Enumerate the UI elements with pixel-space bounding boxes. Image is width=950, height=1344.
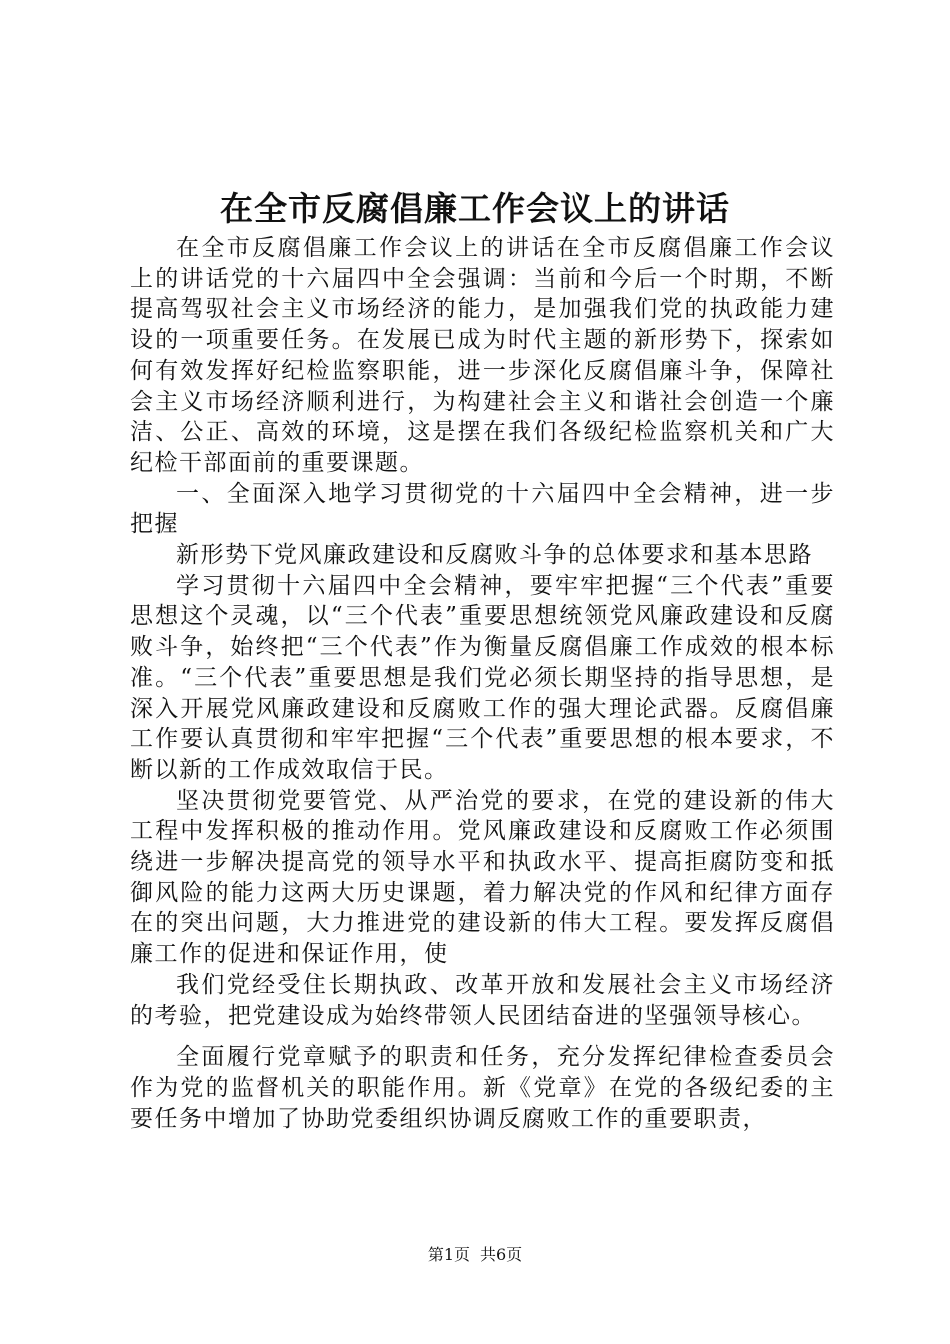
- paragraph: 在全市反腐倡廉工作会议上的讲话在全市反腐倡廉工作会议上的讲话党的十六届四中全会强调：当前和今后一个时期，不断提高驾驭社会主义市场经济的能力，是加强我们党的执政能力建设的一项重要任务。在发展已成为时代主题的新形势下，探索如何有效发挥好纪检监察职能，进一步深化反腐倡廉斗争，保障社会主义市场经济顺利进行，为构建社会主义和谐社会创造一个廉洁、公正、高效的环境，这是摆在我们各级纪检监察机关和广大纪检干部面前的重要课题。: [130, 235, 835, 476]
- document-title: 在全市反腐倡廉工作会议上的讲话: [220, 189, 730, 228]
- page-number: 第1页: [427, 1245, 470, 1264]
- paragraph: 我们党经受住长期执政、改革开放和发展社会主义市场经济的考验，把党建设成为始终带领人民团结奋进的坚强领导核心。: [130, 971, 835, 1029]
- document-body: [130, 233, 835, 1134]
- paragraph: 坚决贯彻党要管党、从严治党的要求，在党的建设新的伟大工程中发挥积极的推动作用。党风廉政建设和反腐败工作必须围绕进一步解决提高党的领导水平和执政水平、提高拒腐防变和抵御风险的能力这两大历史课题，着力解决党的作风和纪律方面存在的突出问题，大力推进党的建设新的伟大工程。要发挥反腐倡廉工作的促进和保证作用，使: [130, 787, 835, 968]
- section-heading-continued: 新形势下党风廉政建设和反腐败斗争的总体要求和基本思路: [176, 542, 813, 569]
- paragraph: 全面履行党章赋予的职责和任务，充分发挥纪律检查委员会作为党的监督机关的职能作用。新《党章》在党的各级纪委的主要任务中增加了协助党委组织协调反腐败工作的重要职责，: [130, 1044, 835, 1132]
- page-footer: [0, 1243, 950, 1267]
- paragraph: 学习贯彻十六届四中全会精神，要牢牢把握“三个代表”重要思想这个灵魂，以“三个代表”重要思想统领党风廉政建设和反腐败斗争，始终把“三个代表”作为衡量反腐倡廉工作成效的根本标准。“三个代表”重要思想是我们党必须长期坚持的指导思想，是深入开展党风廉政建设和反腐败工作的强大理论武器。反腐倡廉工作要认真贯彻和牢牢把握“三个代表”重要思想的根本要求，不断以新的工作成效取信于民。: [130, 572, 835, 783]
- page-total: 共6页: [480, 1245, 523, 1264]
- section-heading: 一、全面深入地学习贯彻党的十六届四中全会精神，进一步把握: [130, 480, 835, 538]
